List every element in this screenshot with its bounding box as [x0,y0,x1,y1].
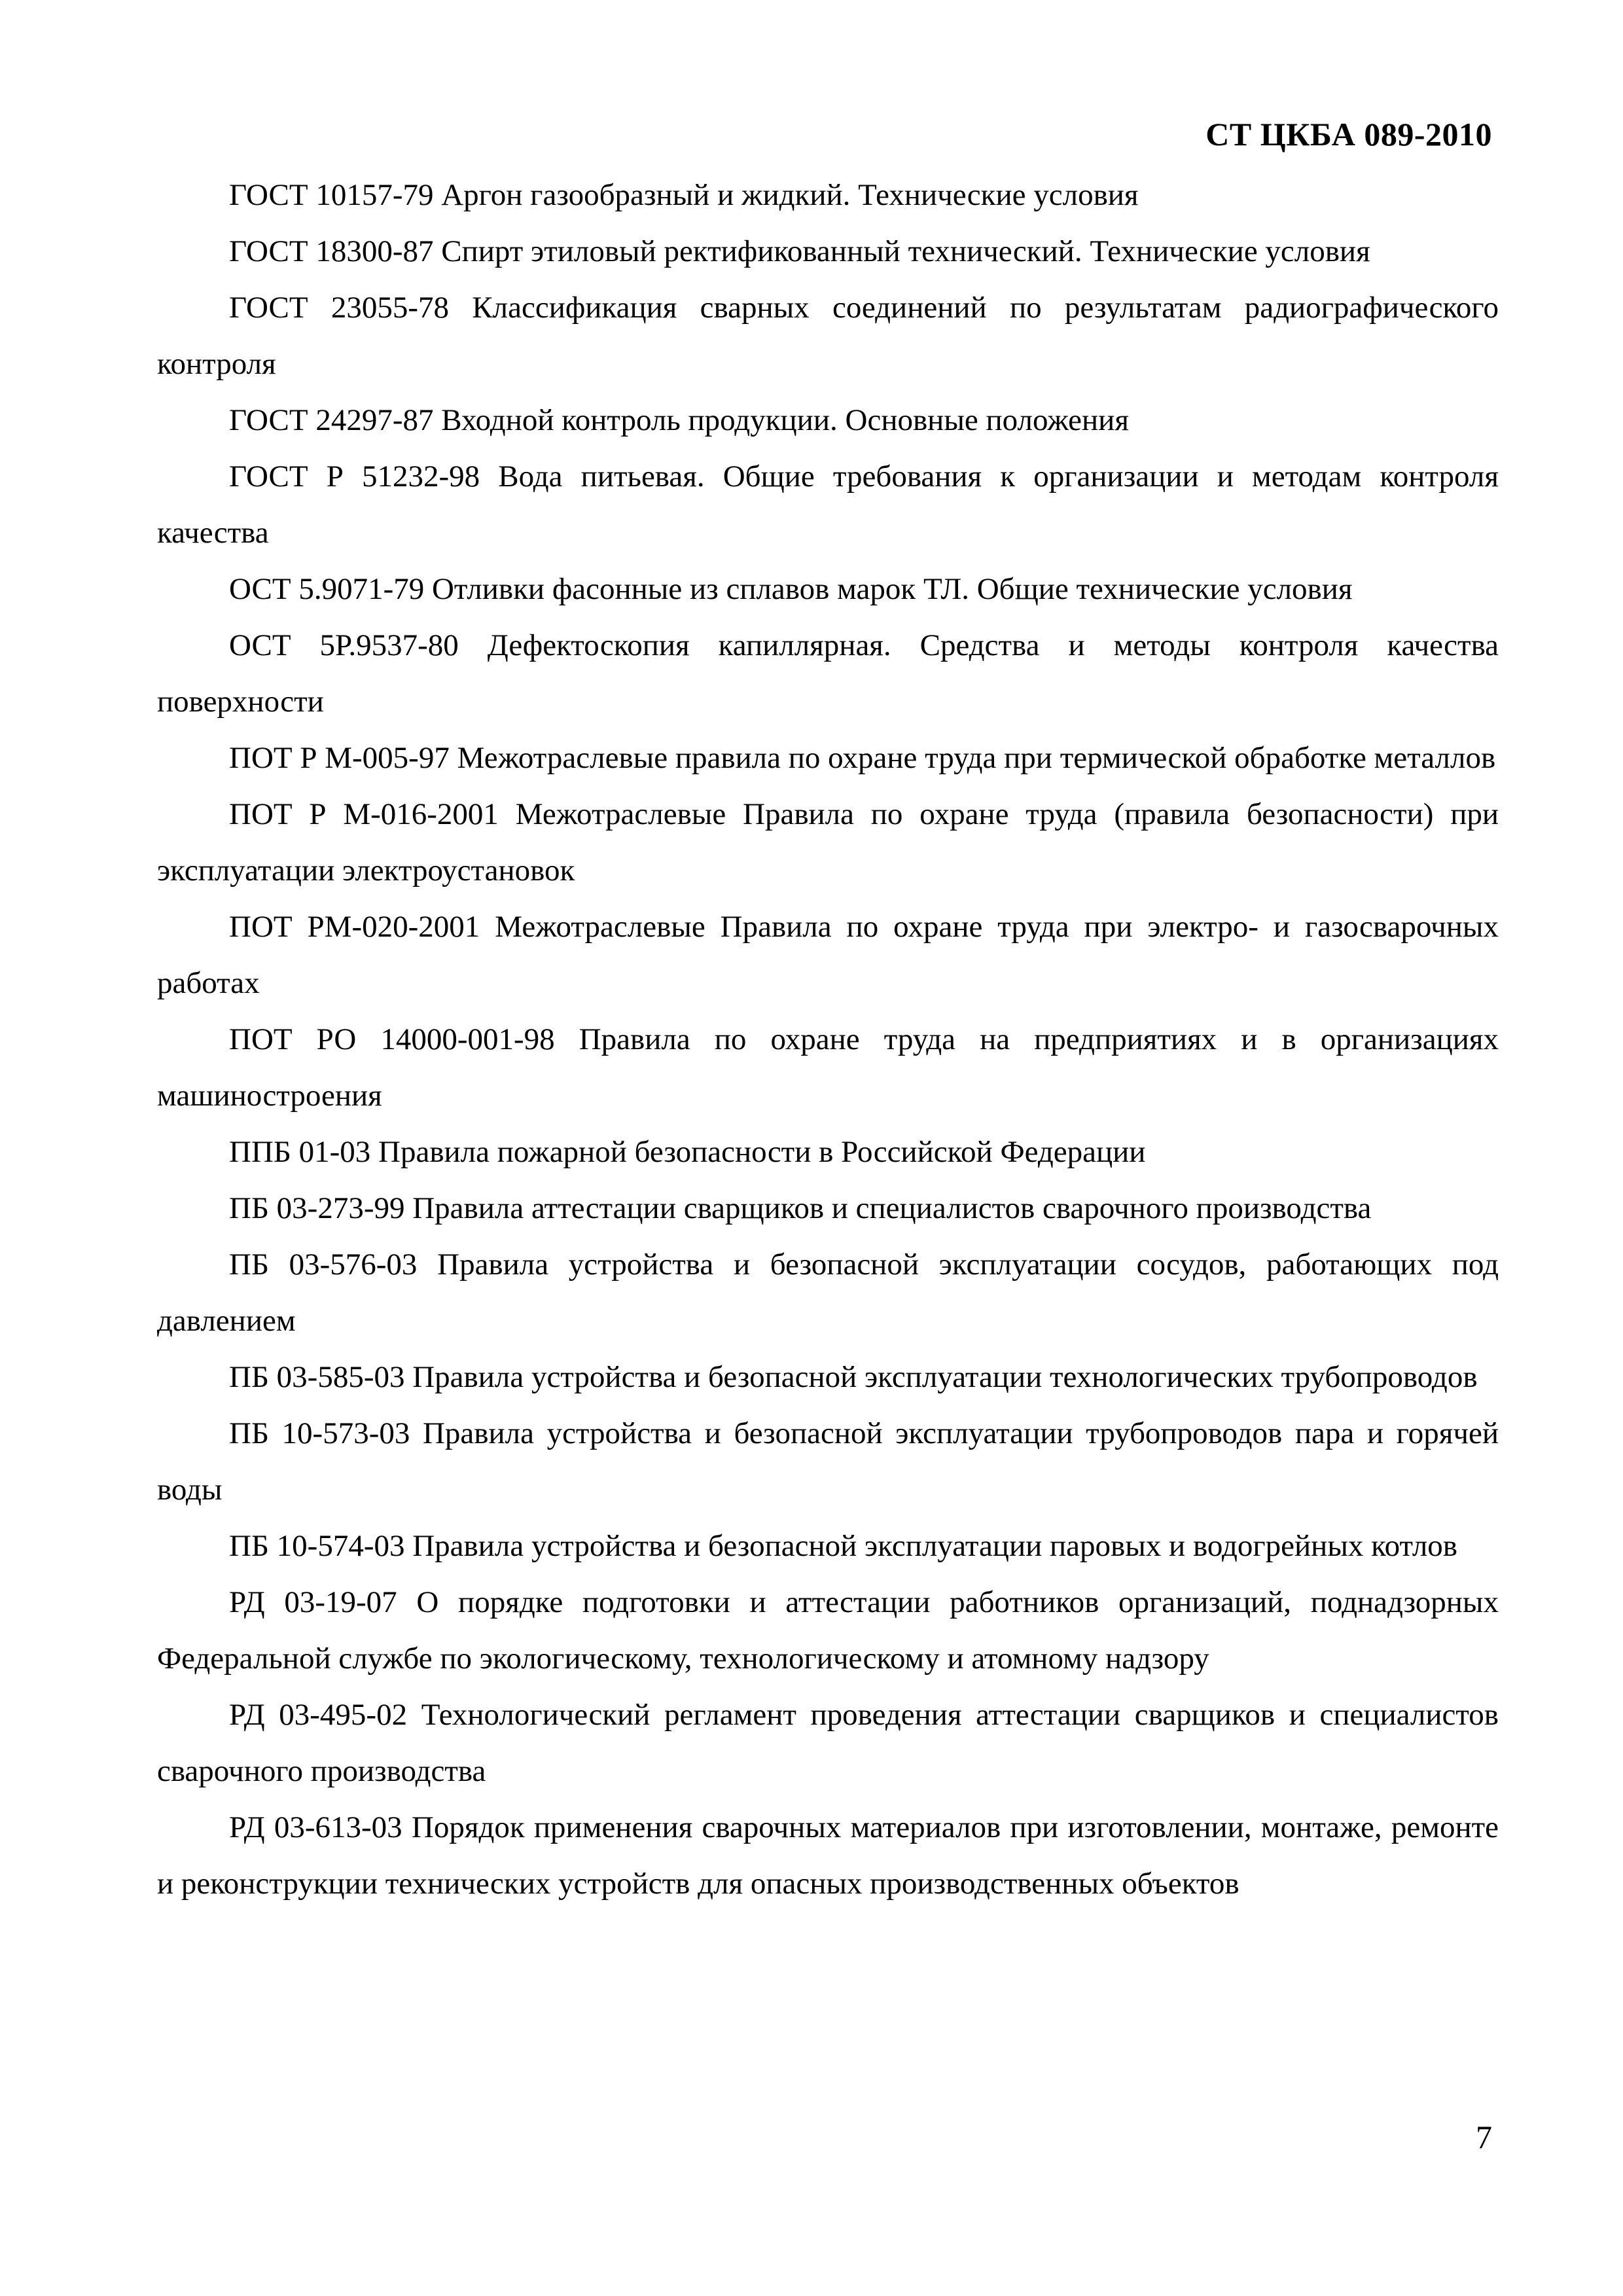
reference-item: ОСТ 5Р.9537-80 Дефектоскопия капиллярная. Средства и методы контроля качества поверхности [157,628,1499,719]
page-number: 7 [1476,2119,1492,2155]
reference-item: ГОСТ 24297-87 Входной контроль продукции. Основные положения [229,403,1129,437]
reference-item: ПОТ Р М-005-97 Межотраслевые правила по охране труда при термической обработке металлов [229,741,1496,775]
reference-item: ПОТ РМ-020-2001 Межотраслевые Правила по охране труда при электро- и газосварочных работах [157,910,1499,1000]
reference-item: ГОСТ 10157-79 Аргон газообразный и жидкий. Технические условия [229,178,1139,212]
reference-item: ГОСТ 23055-78 Классификация сварных соединений по результатам радиографического контроля [157,291,1499,381]
reference-item: РД 03-613-03 Порядок применения сварочных материалов при изготовлении, монтаже, ремонте и реконструкции технических устройств для опасных производственных объектов [157,1810,1499,1901]
references-list [157,167,1499,1912]
reference-item: ППБ 01-03 Правила пожарной безопасности в Российской Федерации [229,1135,1146,1169]
reference-item: ПБ 10-573-03 Правила устройства и безопасной эксплуатации трубопроводов пара и горячей воды [157,1416,1499,1507]
reference-item: ПОТ РО 14000-001-98 Правила по охране труда на предприятиях и в организациях машиностроения [157,1022,1499,1113]
reference-item: РД 03-495-02 Технологический регламент проведения аттестации сварщиков и специалистов сварочного производства [157,1698,1499,1788]
reference-item: ПОТ Р М-016-2001 Межотраслевые Правила по охране труда (правила безопасности) при эксплуатации электроустановок [157,797,1499,888]
reference-item: ОСТ 5.9071-79 Отливки фасонные из сплавов марок ТЛ. Общие технические условия [229,572,1353,606]
document-header: СТ ЦКБА 089-2010 [1205,116,1492,152]
reference-item: ГОСТ Р 51232-98 Вода питьевая. Общие требования к организации и методам контроля качества [157,459,1499,550]
reference-item: ПБ 10-574-03 Правила устройства и безопасной эксплуатации паровых и водогрейных котлов [229,1529,1457,1563]
reference-item: РД 03-19-07 О порядке подготовки и аттестации работников организаций, поднадзорных Федеральной службе по экологическому, технологическому и атомному надзору [157,1585,1499,1676]
reference-item: ПБ 03-273-99 Правила аттестации сварщиков и специалистов сварочного производства [229,1191,1372,1225]
reference-item: ПБ 03-576-03 Правила устройства и безопасной эксплуатации сосудов, работающих под давлением [157,1247,1499,1338]
reference-item: ПБ 03-585-03 Правила устройства и безопасной эксплуатации технологических трубопроводов [229,1360,1478,1394]
reference-item: ГОСТ 18300-87 Спирт этиловый ректификованный технический. Технические условия [229,234,1370,268]
